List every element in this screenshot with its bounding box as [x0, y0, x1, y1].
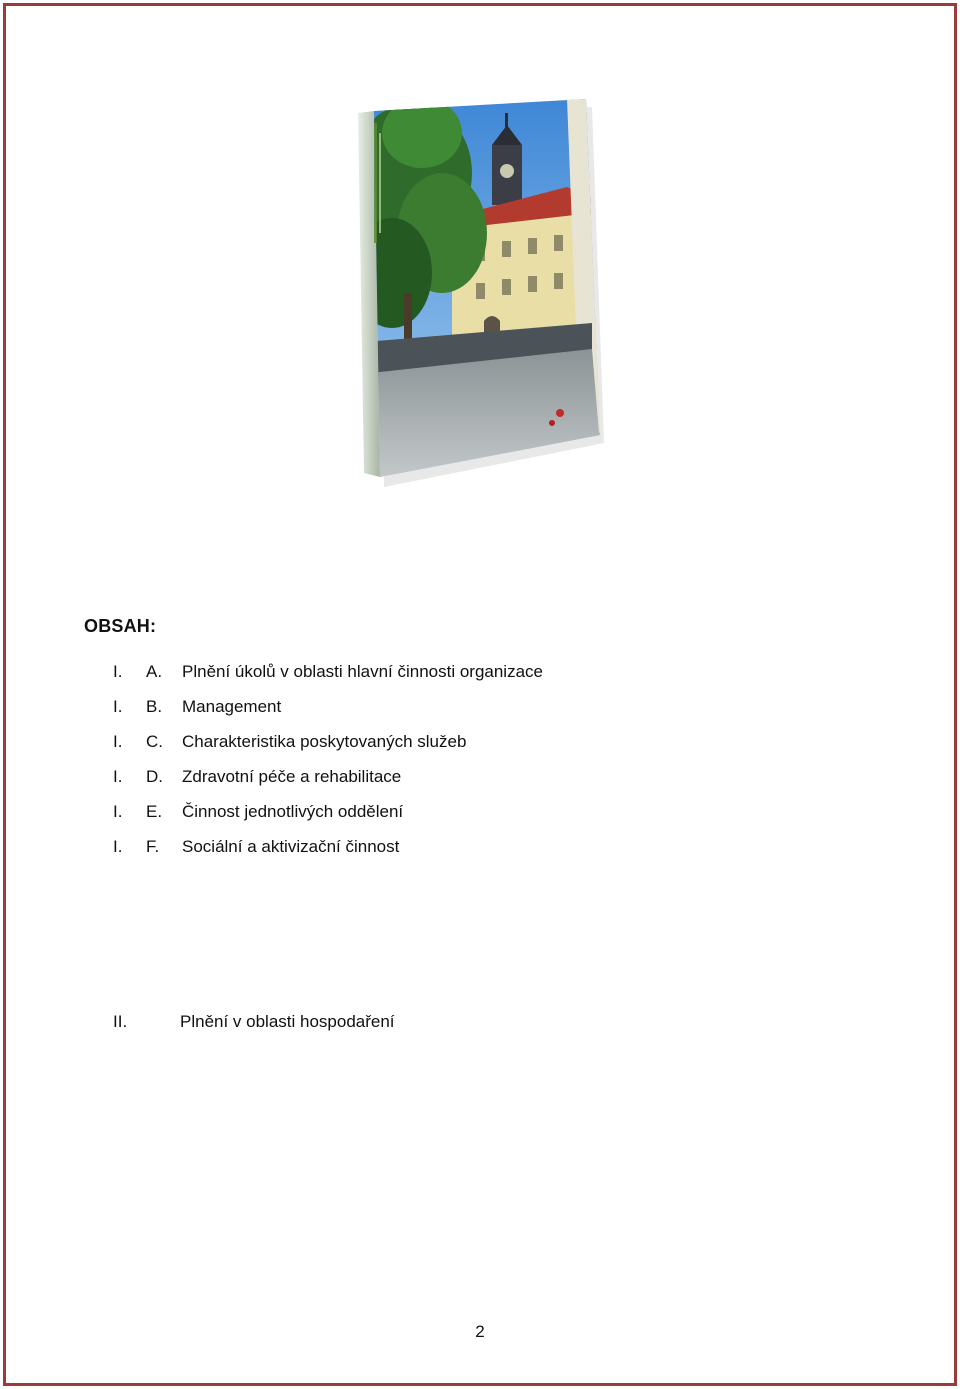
- toc-item-number: I.: [113, 837, 123, 856]
- toc-item-title: Sociální a aktivizační činnost: [182, 837, 400, 856]
- toc-item-letter: D.: [146, 767, 163, 786]
- toc-item-letter: E.: [146, 802, 163, 821]
- toc-item-title: Činnost jednotlivých oddělení: [182, 802, 404, 821]
- toc-item-letter: B.: [146, 697, 163, 716]
- toc-item-title: Zdravotní péče a rehabilitace: [182, 767, 402, 786]
- toc-item-title: Plnění úkolů v oblasti hlavní činnosti organizace: [182, 662, 543, 681]
- toc-item-title: Management: [182, 697, 282, 716]
- cover-photo-castle: [352, 93, 604, 493]
- toc-item-letter: A.: [146, 662, 163, 681]
- toc-heading: OBSAH:: [84, 616, 157, 636]
- page-number: 2: [475, 1322, 485, 1341]
- toc-item-number: I.: [113, 802, 123, 821]
- toc-item-number: I.: [113, 662, 123, 681]
- toc-item-number: II.: [113, 1012, 128, 1031]
- toc-item-number: I.: [113, 697, 123, 716]
- toc-item-title: Charakteristika poskytovaných služeb: [182, 732, 467, 751]
- toc-item-letter: C.: [146, 732, 163, 751]
- toc-item-letter: F.: [146, 837, 160, 856]
- toc-item-title: Plnění v oblasti hospodaření: [180, 1012, 395, 1031]
- toc-item-number: I.: [113, 732, 123, 751]
- toc-item-number: I.: [113, 767, 123, 786]
